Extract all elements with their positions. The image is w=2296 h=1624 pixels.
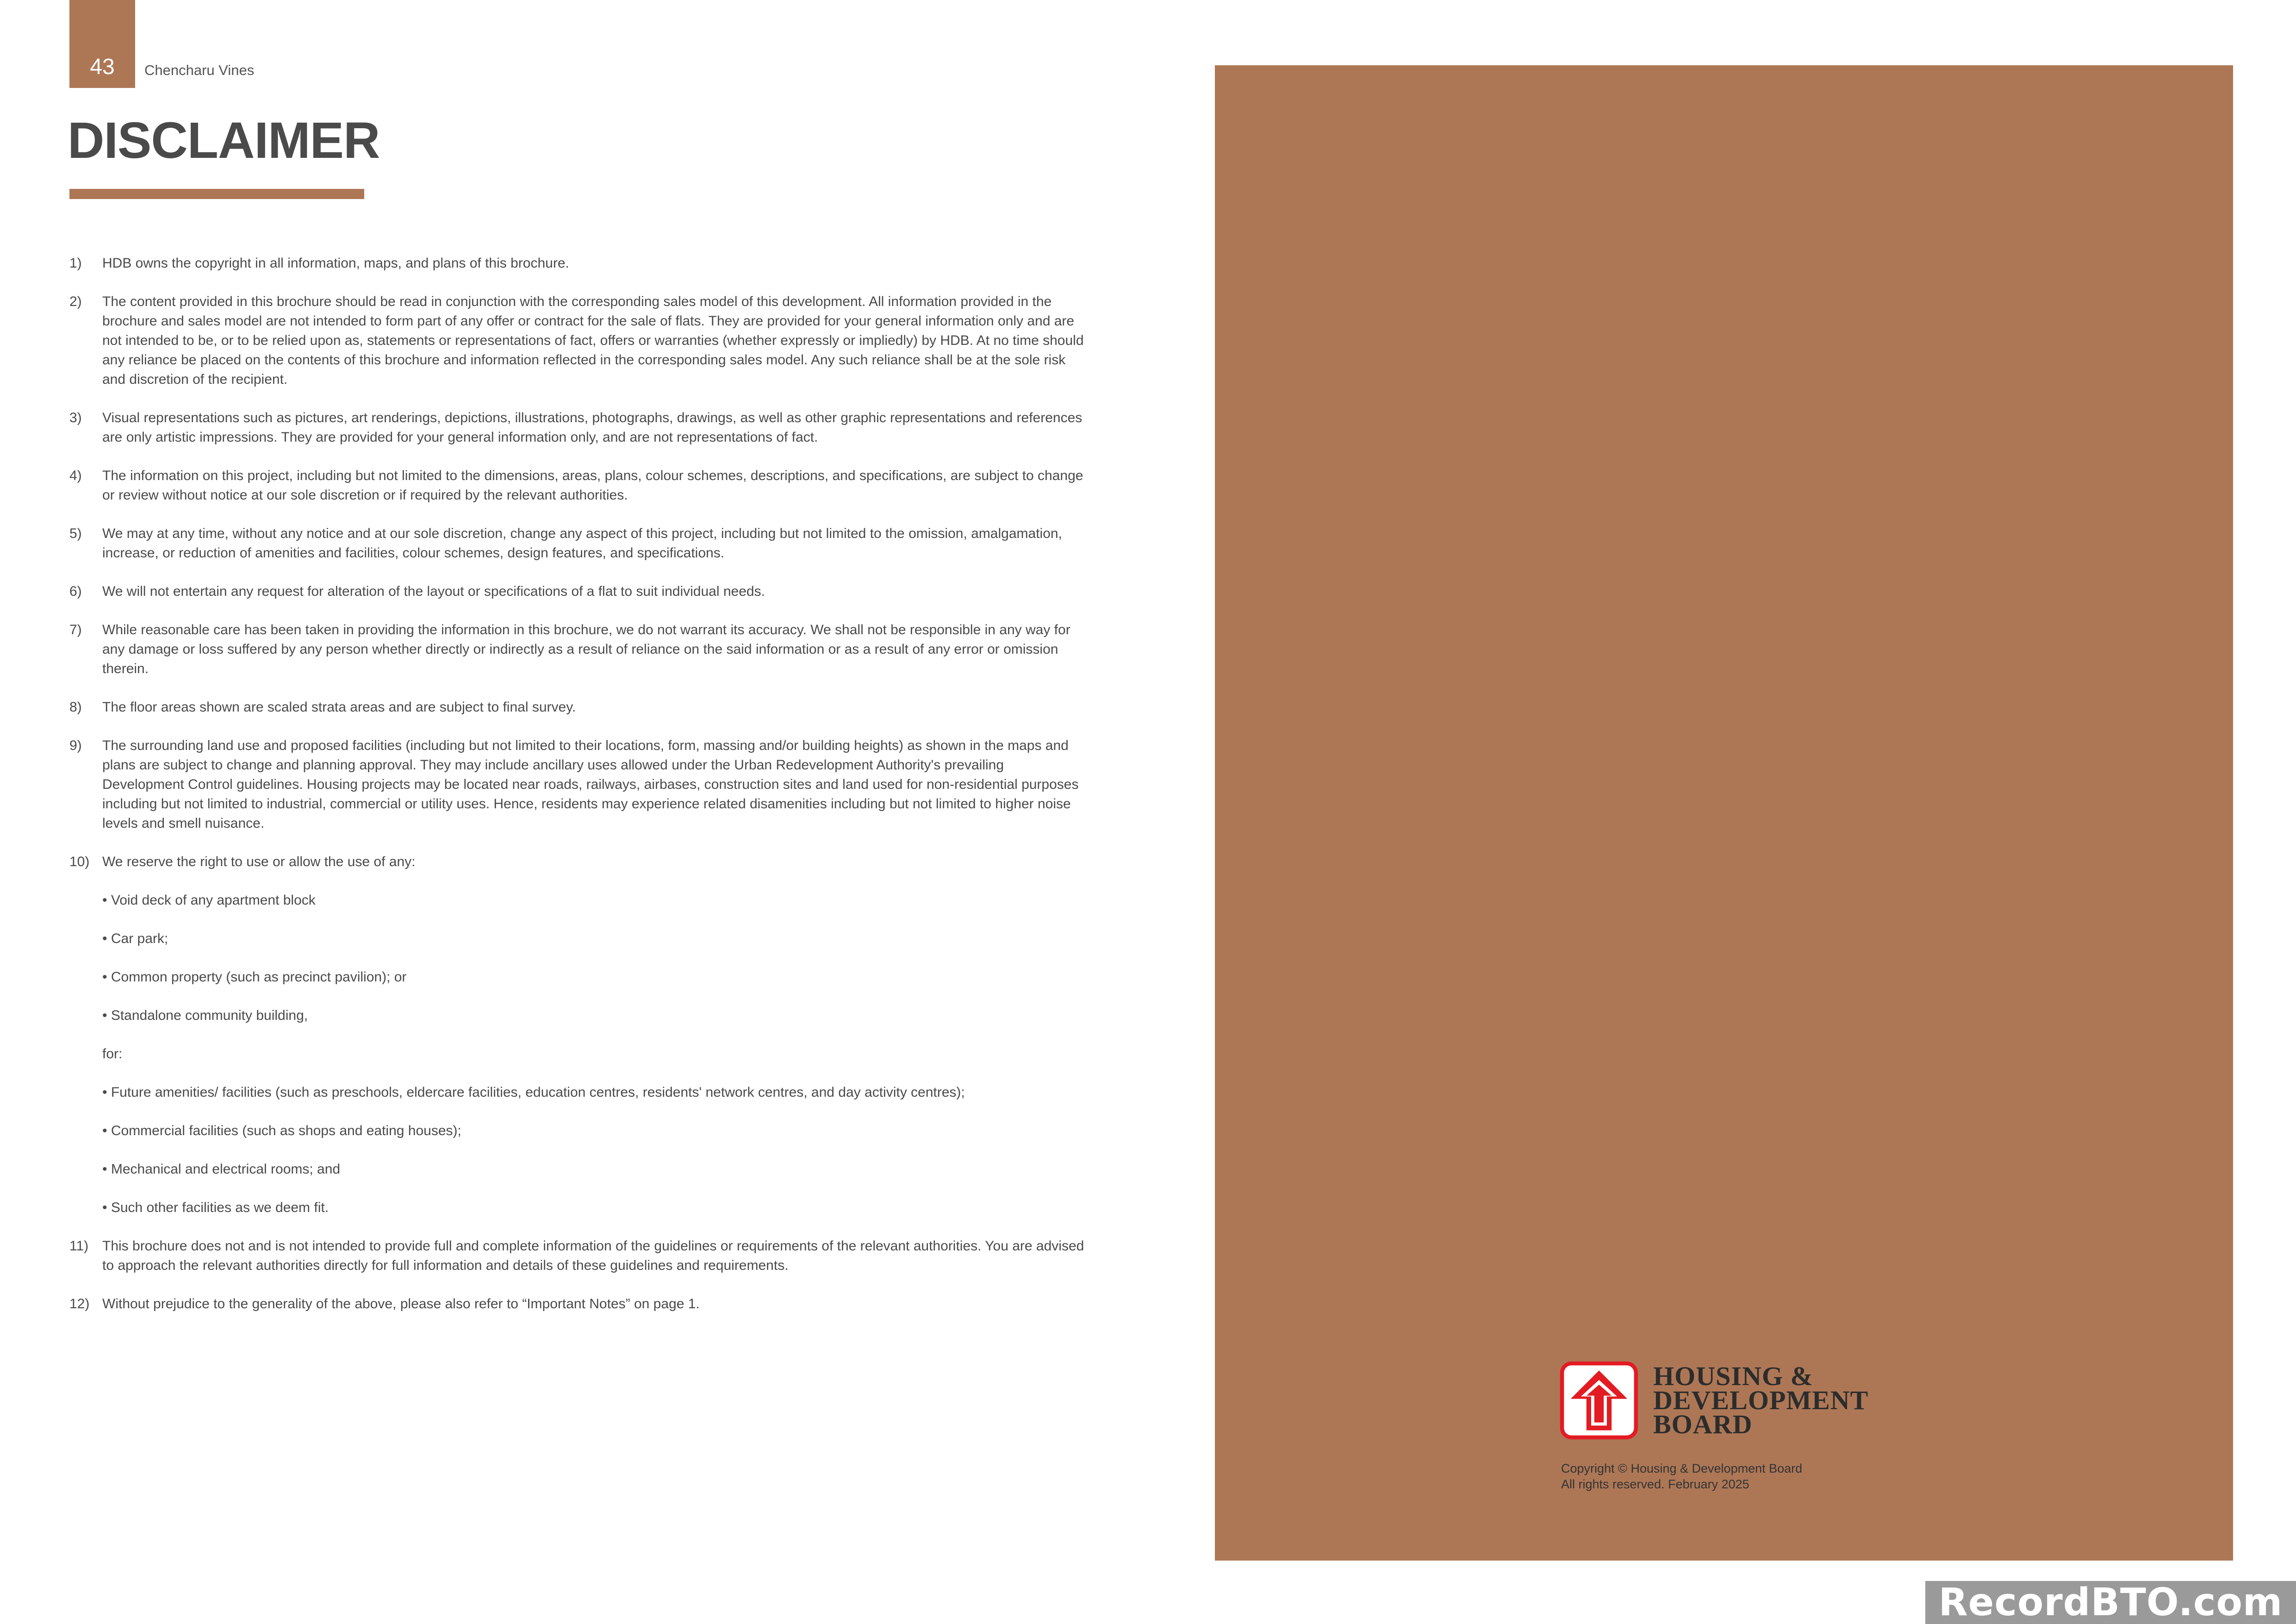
item-text: The information on this project, including but not limited to the dimensions, areas, plans, colour schemes, descriptions, and specifications, are subject to change or review without notice at our sole discretion or if required by the relevant authorities. bbox=[102, 468, 1083, 503]
item-text: Visual representations such as pictures, art renderings, depictions, illustrations, photographs, drawings, as well as other graphic representations and references are only artistic impressions. They are provided for your general information only, and are not representations of fact. bbox=[102, 410, 1083, 445]
page-number-tab bbox=[69, 0, 135, 88]
item-text: We will not entertain any request for alteration of the layout or specifications of a flat to suit individual needs. bbox=[102, 584, 765, 599]
copyright-line: Copyright © Housing & Development Board bbox=[1561, 1462, 1803, 1475]
copyright-line: All rights reserved. February 2025 bbox=[1561, 1477, 1749, 1491]
item-number: 2) bbox=[69, 294, 82, 309]
sub-bullet: • Such other facilities as we deem fit. bbox=[102, 1200, 329, 1215]
copyright-notice bbox=[1561, 1461, 1802, 1492]
item-text: The floor areas shown are scaled strata areas and are subject to final survey. bbox=[102, 700, 576, 715]
disclaimer-item bbox=[69, 736, 1088, 833]
item-number: 3) bbox=[69, 410, 82, 425]
item-number: 1) bbox=[69, 256, 82, 271]
item-text: We may at any time, without any notice and at our sole discretion, change any aspect of this project, including but not limited to the omission, amalgamation, increase, or reduction of amenities and facilities, colour schemes, design features, and specifications. bbox=[102, 526, 1062, 561]
logo-line: BOARD bbox=[1653, 1409, 1753, 1439]
disclaimer-item bbox=[69, 466, 1088, 505]
item-text: The surrounding land use and proposed facilities (including but not limited to their locations, form, massing and/or building heights) as shown in the maps and plans are subject to change and planning approval. They may include ancillary uses allowed under the Urban Redevelopment Authority's prevailing Development Control guidelines. Housing projects may be located near roads, railways, airbases, construction sites and land used for non-residential purposes including but not limited to industrial, commercial or utility uses. Hence, residents may experience related disamenities including but not limited to higher noise levels and smell nuisance. bbox=[102, 738, 1079, 831]
item-number: 5) bbox=[69, 526, 82, 541]
disclaimer-item bbox=[69, 408, 1088, 447]
page-title: DISCLAIMER bbox=[68, 112, 380, 169]
disclaimer-item bbox=[69, 620, 1088, 679]
title-underline bbox=[69, 189, 364, 199]
sub-bullet: • Future amenities/ facilities (such as preschools, eldercare facilities, education centres, residents' network centres, and day activity centres); bbox=[102, 1085, 965, 1100]
watermark: RecordBTO.com bbox=[1925, 1581, 2296, 1624]
disclaimer-item bbox=[69, 524, 1088, 563]
disclaimer-item bbox=[69, 1294, 1088, 1314]
item-number: 7) bbox=[69, 622, 82, 637]
item-number: 9) bbox=[69, 738, 82, 753]
item-number: 4) bbox=[69, 468, 82, 483]
running-title: Chencharu Vines bbox=[144, 62, 255, 78]
item-text: HDB owns the copyright in all information, maps, and plans of this brochure. bbox=[102, 256, 569, 271]
logo-line: HOUSING & bbox=[1653, 1361, 1813, 1391]
logo-line: DEVELOPMENT bbox=[1653, 1385, 1869, 1415]
hdb-logo-wordmark bbox=[1653, 1361, 1869, 1439]
disclaimer-list bbox=[69, 254, 1088, 1333]
for-label: for: bbox=[102, 1046, 123, 1062]
item-text: Without prejudice to the generality of the above, please also refer to “Important Notes” on page 1. bbox=[102, 1296, 700, 1312]
back-cover-panel bbox=[1215, 65, 2233, 1561]
hdb-house-arrow-icon bbox=[1560, 1361, 1638, 1440]
item-number: 6) bbox=[69, 584, 82, 599]
disclaimer-item bbox=[69, 254, 1088, 273]
sub-bullet: • Standalone community building, bbox=[102, 1008, 308, 1023]
sub-bullet: • Void deck of any apartment block bbox=[102, 893, 316, 908]
item-number: 8) bbox=[69, 700, 82, 715]
item-10-sublist bbox=[102, 891, 1088, 1218]
page-number: 43 bbox=[90, 55, 115, 79]
item-text: This brochure does not and is not intended to provide full and complete information of the guidelines or requirements of the relevant authorities. You are advised to approach the relevant authorities directly for full information and details of these guidelines and requirements. bbox=[102, 1238, 1084, 1273]
item-number: 12) bbox=[69, 1296, 90, 1312]
item-text: While reasonable care has been taken in providing the information in this brochure, we do not warrant its accuracy. We shall not be responsible in any way for any damage or loss suffered by any person whether directly or indirectly as a result of reliance on the said information or as a result of any error or omission therein. bbox=[102, 622, 1070, 676]
disclaimer-item bbox=[69, 1237, 1088, 1275]
sub-bullet: • Car park; bbox=[102, 931, 168, 946]
disclaimer-item bbox=[69, 698, 1088, 717]
disclaimer-item bbox=[69, 292, 1088, 389]
item-text: The content provided in this brochure should be read in conjunction with the corresponding sales model of this development. All information provided in the brochure and sales model are not intended to form part of any offer or contract for the sale of flats. They are provided for your general information only and are not intended to be, or to be relied upon as, statements or representations of fact, offers or warranties (whether expressly or impliedly) by HDB. At no time should any reliance be placed on the contents of this brochure and information reflected in the corresponding sales model. Any such reliance shall be at the sole risk and discretion of the recipient. bbox=[102, 294, 1084, 387]
item-number: 10) bbox=[69, 854, 90, 869]
item-text: We reserve the right to use or allow the use of any: bbox=[102, 854, 416, 869]
item-number: 11) bbox=[69, 1238, 89, 1254]
sub-bullet: • Common property (such as precinct pavilion); or bbox=[102, 969, 407, 985]
disclaimer-item bbox=[69, 852, 1088, 1218]
hdb-logo bbox=[1560, 1361, 1868, 1440]
sub-bullet: • Commercial facilities (such as shops and eating houses); bbox=[102, 1123, 461, 1138]
disclaimer-item bbox=[69, 582, 1088, 601]
sub-bullet: • Mechanical and electrical rooms; and bbox=[102, 1162, 341, 1177]
